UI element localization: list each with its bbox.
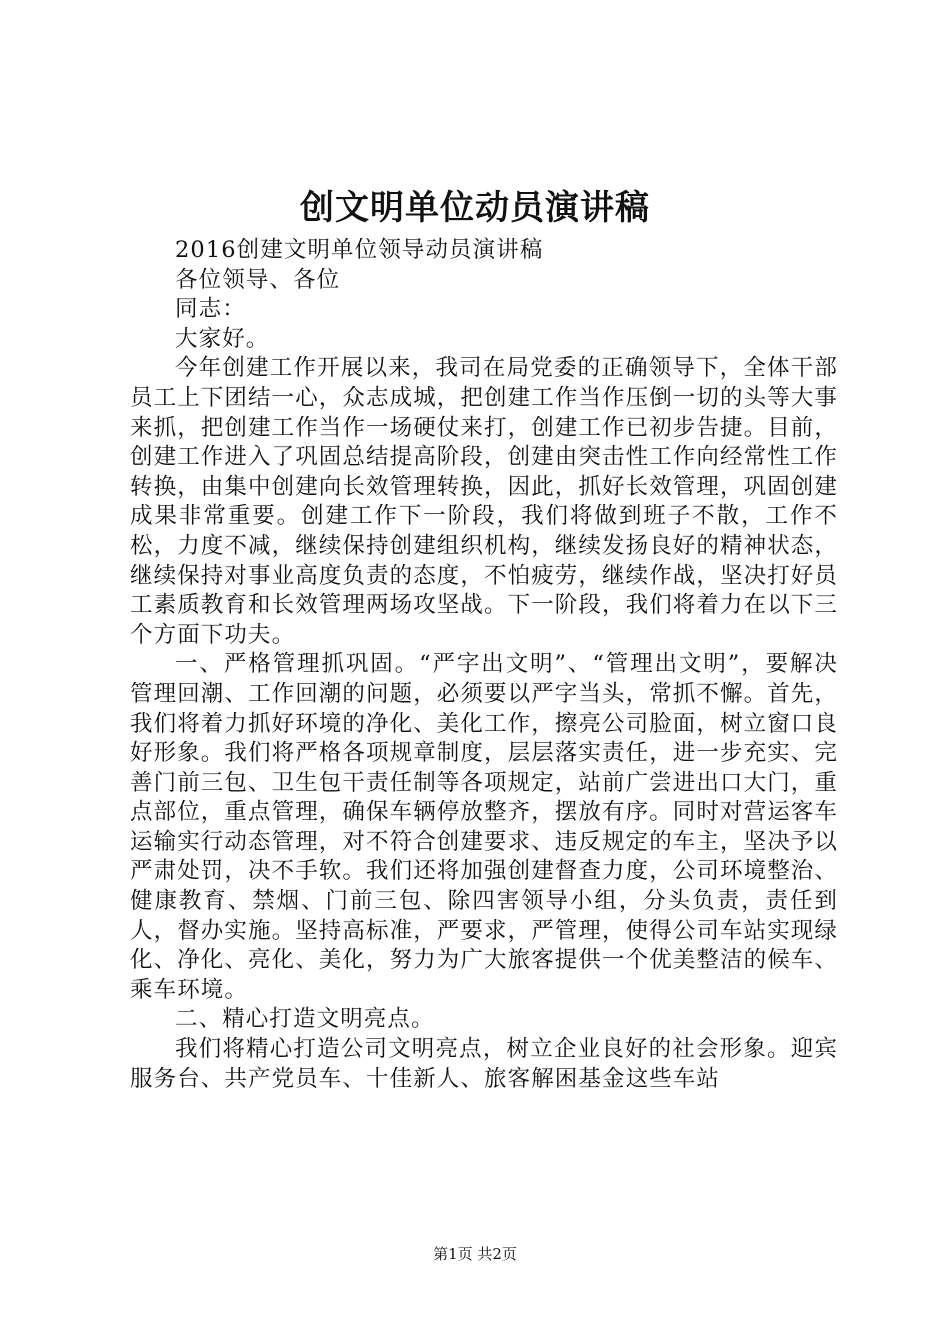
paragraph-subtitle: 2016创建文明单位领导动员演讲稿 <box>175 237 544 263</box>
paragraph-section-2-body: 我们将精心打造公司文明亮点，树立企业良好的社会形象。迎宾服务台、共产党员车、十佳新人、旅客解困基金这些车站 <box>130 1036 838 1092</box>
paragraph-salutation-1: 各位领导、各位 <box>175 266 341 293</box>
paragraph-intro: 今年创建工作开展以来，我司在局党委的正确领导下，全体干部员工上下团结一心，众志成城，把创建工作当作压倒一切的头等大事来抓，把创建工作当作一场硬仗来打，创建工作已初步告捷。目前，创建工作进入了巩固总结提高阶段，创建由突击性工作向经常性工作转换，由集中创建向长效管理转换，因此，抓好长效管理，巩固创建成果非常重要。创建工作下一阶段，我们将做到班子不散，工作不松，力度不减，继续保持创建组织机构，继续发扬良好的精神状态，继续保持对事业高度负责的态度，不怕疲劳，继续作战，坚决打好员工素质教育和长效管理两场攻坚战。下一阶段，我们将着力在以下三个方面下功夫。 <box>130 355 839 648</box>
paragraph-section-1: 一、严格管理抓巩固。“严字出文明”、“管理出文明”，要解决管理回潮、工作回潮的问题，必须要以严字当头，常抓不懈。首先，我们将着力抓好环境的净化、美化工作，擦亮公司脸面，树立窗口良好形象。我们将严格各项规章制度，层层落实责任，进一步充实、完善门前三包、卫生包干责任制等各项规定，站前广尝进出口大门，重点部位，重点管理，确保车辆停放整齐，摆放有序。同时对营运客车运输实行动态管理，对不符合创建要求、违反规定的车主，坚决予以严肃处罚，决不手软。我们还将加强创建督查力度，公司环境整治、健康教育、禁烟、门前三包、除四害领导小组，分头负责，责任到人，督办实施。坚持高标准，严要求，严管理，使得公司车站实现绿化、净化、亮化、美化，努力为广大旅客提供一个优美整洁的候车、乘车环境。 <box>130 651 839 1003</box>
paragraph-greeting: 大家好。 <box>175 325 270 352</box>
paragraph-section-2-heading: 二、精心打造文明亮点。 <box>175 1006 435 1033</box>
document-title: 创文明单位动员演讲稿 <box>300 188 650 228</box>
paragraph-salutation-2: 同志： <box>175 296 246 323</box>
page-number-footer: 第1页 共2页 <box>433 1245 517 1263</box>
document-body <box>130 236 838 1094</box>
